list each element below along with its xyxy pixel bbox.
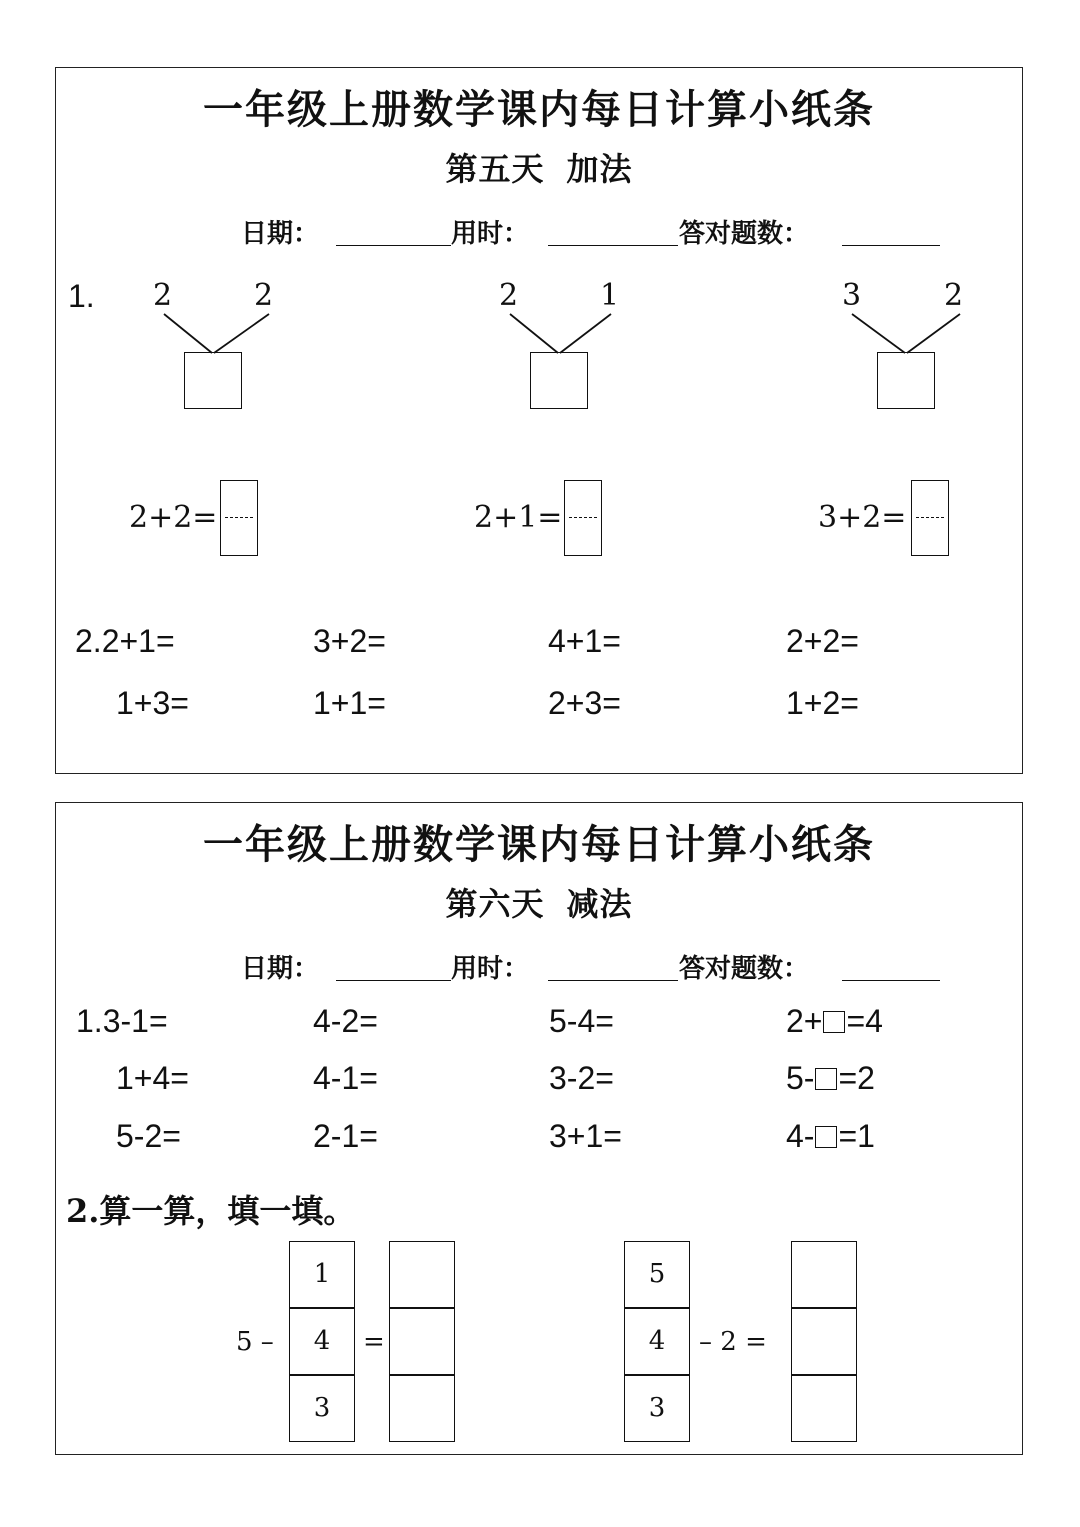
topic-label: 加法 (566, 150, 633, 188)
date-label: 日期： (241, 219, 320, 249)
table-left-answer-3[interactable] (389, 1375, 455, 1442)
fill-equation-2: 2+1= (474, 500, 563, 535)
topic-label: 减法 (566, 885, 633, 923)
bond-2-answer-box[interactable] (530, 352, 588, 409)
q1-row-3-item-1: 5-2= (116, 1118, 181, 1154)
question-1-label: 1. (76, 1003, 103, 1039)
table-left-operand-2: 4 (289, 1308, 355, 1375)
q1-row-3-item-3: 3+1= (549, 1118, 622, 1154)
question-2-row-1-item-2: 3+2= (313, 623, 386, 659)
question-2-row-2-item-3: 2+3= (548, 685, 621, 721)
score-label: 答对题数： (679, 219, 810, 249)
fill-answer-box-3[interactable] (911, 480, 949, 556)
q1-row-3-item-2: 2-1= (313, 1118, 378, 1154)
date-blank[interactable] (336, 980, 451, 981)
fill-equation-3: 3+2= (818, 500, 907, 535)
table-right-operand-1: 5 (624, 1241, 690, 1308)
worksheet-card-day6 (55, 802, 1023, 1455)
missing-box-2[interactable] (815, 1068, 837, 1090)
question-2-row-1-item-4: 2+2= (786, 623, 859, 659)
table-right-answer-3[interactable] (791, 1375, 857, 1442)
bond-1-left: 2 (153, 278, 173, 313)
q1-row-2-item-1: 1+4= (116, 1060, 189, 1096)
q1-row-1-item-1: 1.3-1= (76, 1003, 168, 1039)
question-2-row-1-item-3: 4+1= (548, 623, 621, 659)
fill-answer-box-1[interactable] (220, 480, 258, 556)
time-blank[interactable] (548, 980, 678, 981)
date-label: 日期： (241, 954, 320, 984)
time-label: 用时： (451, 954, 530, 984)
table-left-operand-1: 1 (289, 1241, 355, 1308)
missing-number-3: 4- =1 (786, 1118, 875, 1154)
table-right-answer-2[interactable] (791, 1308, 857, 1375)
question-1-label: 1. (68, 278, 95, 314)
day-label: 第六天 (445, 885, 545, 923)
table-right-operand-3: 3 (624, 1375, 690, 1442)
bond-1-answer-box[interactable] (184, 352, 242, 409)
bond-1-right: 2 (254, 278, 274, 313)
missing-number-1: 2+ =4 (786, 1003, 883, 1039)
fill-equation-1: 2+2= (129, 500, 218, 535)
question-2-row-2-item-1: 1+3= (116, 685, 189, 721)
missing-box-3[interactable] (815, 1126, 837, 1148)
day-subtitle (56, 879, 1022, 925)
missing-box-1[interactable] (823, 1011, 845, 1033)
score-blank[interactable] (842, 980, 940, 981)
table-left-equals: = (363, 1327, 385, 1357)
question-2-row-2-item-4: 1+2= (786, 685, 859, 721)
fill-answer-box-2[interactable] (564, 480, 602, 556)
day-label: 第五天 (445, 150, 545, 188)
time-label: 用时： (451, 219, 530, 249)
q1-row-2-item-3: 3-2= (549, 1060, 614, 1096)
worksheet-card-day5 (55, 67, 1023, 774)
missing-number-2: 5- =2 (786, 1060, 875, 1096)
score-label: 答对题数： (679, 954, 810, 984)
table-left-operand-3: 3 (289, 1375, 355, 1442)
worksheet-title: 一年级上册数学课内每日计算小纸条 (203, 821, 875, 868)
table-right-answer-1[interactable] (791, 1241, 857, 1308)
table-left-answer-1[interactable] (389, 1241, 455, 1308)
bond-3-left: 3 (842, 278, 862, 313)
bond-2-left: 2 (499, 278, 519, 313)
bond-3-right: 2 (944, 278, 964, 313)
question-2-row-1-item-1: 2.2+1= (75, 623, 175, 659)
bond-2-right: 1 (600, 278, 620, 313)
table-right-suffix: – 2 = (699, 1327, 767, 1357)
q1-row-2-item-2: 4-1= (313, 1060, 378, 1096)
table-right-operand-2: 4 (624, 1308, 690, 1375)
q1-row-1-item-2: 4-2= (313, 1003, 378, 1039)
bond-3-answer-box[interactable] (877, 352, 935, 409)
question-2-label: 2. (75, 623, 102, 659)
q1-row-1-item-3: 5-4= (549, 1003, 614, 1039)
table-left-answer-2[interactable] (389, 1308, 455, 1375)
question-2-row-2-item-2: 1+1= (313, 685, 386, 721)
bond-lines (56, 68, 1024, 775)
table-left-prefix: 5 – (236, 1327, 274, 1357)
worksheet-title: 一年级上册数学课内每日计算小纸条 (203, 86, 875, 133)
question-2-title: 2.算一算，填一填。 (66, 1192, 356, 1230)
